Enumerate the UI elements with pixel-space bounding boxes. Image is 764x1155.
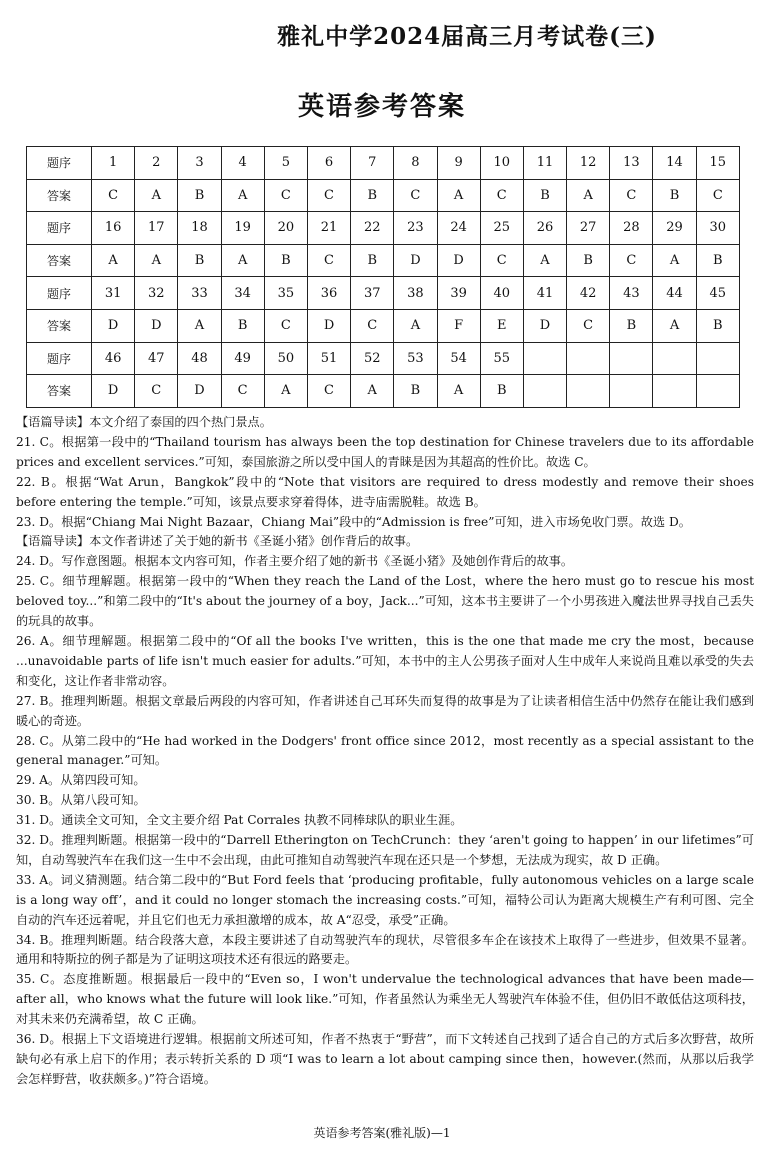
question-number-cell: 41	[523, 277, 566, 310]
question-number-cell: 9	[437, 147, 480, 180]
answer-cell: B	[696, 244, 739, 277]
answer-explanation: 31. D。通读全文可知，全文主要介绍 Pat Corrales 执教不同棒球队的职业生涯。	[16, 813, 463, 828]
answer-cell: C	[92, 179, 135, 212]
question-number-cell: 17	[135, 212, 178, 245]
answer-cell: A	[221, 179, 264, 212]
answer-cell: A	[437, 375, 480, 408]
answer-explanation: 36. D。根据上下文语境进行逻辑。根据前文所述可知，作者不热衷于“野营”，而下文转述自己找到了适合自己的方式后多次野营，故所缺句必有承上启下的作用；表示转折关系的 D 项“I was to learn a lot about camping since then，however.(然而，从那以后我学会怎样野营，收获颇多。)”符合语境。	[16, 1032, 754, 1086]
answer-cell: B	[653, 179, 696, 212]
answer-cell	[653, 375, 696, 408]
answer-cell	[610, 375, 653, 408]
answer-cell: B	[351, 244, 394, 277]
question-number-cell: 39	[437, 277, 480, 310]
question-number-cell: 13	[610, 147, 653, 180]
answer-cell: A	[221, 244, 264, 277]
answer-cell: D	[523, 309, 566, 342]
answer-explanation: 28. C。从第二段中的“He had worked in the Dodgers' front office since 2012，most recently as a special assistant to the general manager.”可知。	[16, 733, 754, 768]
question-number-cell: 7	[351, 147, 394, 180]
answer-cell	[696, 375, 739, 408]
question-number-cell: 10	[480, 147, 523, 180]
question-number-cell: 3	[178, 147, 221, 180]
question-number-cell: 18	[178, 212, 221, 245]
question-number-cell: 55	[480, 342, 523, 375]
answer-explanation: 23. D。根据“Chiang Mai Night Bazaar，Chiang Mai”段中的“Admission is free”可知，进入市场免收门票。故选 D。	[16, 514, 691, 529]
question-number-cell: 16	[92, 212, 135, 245]
question-number-cell: 33	[178, 277, 221, 310]
question-number-cell	[653, 342, 696, 375]
question-number-cell: 44	[653, 277, 696, 310]
row-label: 答案	[27, 244, 92, 277]
answer-row	[27, 375, 740, 408]
answer-cell: A	[351, 375, 394, 408]
question-number-cell: 45	[696, 277, 739, 310]
answer-cell	[567, 375, 610, 408]
question-number-cell: 53	[394, 342, 437, 375]
answer-cell: C	[307, 179, 350, 212]
answer-cell: D	[135, 309, 178, 342]
question-number-cell: 35	[264, 277, 307, 310]
question-number-cell: 20	[264, 212, 307, 245]
answer-explanation: 29. A。从第四段可知。	[16, 773, 146, 788]
answer-explanation: 24. D。写作意图题。根据本文内容可知，作者主要介绍了她的新书《圣诞小猪》及她创作背后的故事。	[16, 554, 574, 569]
answer-cell: C	[610, 244, 653, 277]
question-number-cell	[523, 342, 566, 375]
answer-cell: C	[135, 375, 178, 408]
question-number-cell: 29	[653, 212, 696, 245]
answer-cell: B	[351, 179, 394, 212]
row-label: 题序	[27, 342, 92, 375]
explanations	[16, 413, 754, 1090]
question-number-cell: 50	[264, 342, 307, 375]
question-number-cell: 4	[221, 147, 264, 180]
question-number-cell: 52	[351, 342, 394, 375]
question-number-cell: 37	[351, 277, 394, 310]
question-number-cell: 42	[567, 277, 610, 310]
question-number-cell: 19	[221, 212, 264, 245]
question-number-cell: 15	[696, 147, 739, 180]
question-number-cell: 38	[394, 277, 437, 310]
answer-cell: C	[610, 179, 653, 212]
school-title: 雅礼中学2024届高三月考试卷(三)	[277, 23, 657, 50]
row-label: 答案	[27, 309, 92, 342]
answer-cell: F	[437, 309, 480, 342]
answer-cell: A	[264, 375, 307, 408]
question-number-cell: 48	[178, 342, 221, 375]
question-number-cell: 1	[92, 147, 135, 180]
answer-cell: A	[653, 309, 696, 342]
answer-cell: C	[264, 179, 307, 212]
answer-explanation: 35. C。态度推断题。根据最后一段中的“Even so，I won't undervalue the technological advances that have been made—after all，who knows what the future will look like.”可知，作者虽然认为乘坐无人驾驶汽车体验不佳，但仍旧不敢低估这项科技，对其未来仍充满希望，故 C 正确。	[16, 972, 754, 1027]
answer-cell: A	[178, 309, 221, 342]
answer-explanation: 22. B。根据“Wat Arun，Bangkok”段中的“Note that visitors are required to dress modestly and remove their shoes before entering the temple.”可知，该景点要求穿着得体，进寺庙需脱鞋。故选 B。	[16, 474, 754, 509]
answer-explanation: 33. A。词义猜测题。结合第二段中的“But Ford feels that ‘producing profitable，fully autonomous vehicles on a large scale is a long way off’，and it could no longer stomach the increasing costs.”可知，福特公司认为距离大规模生产有利可图、完全自动的汽车还远着呢，并且它们也无力承担激增的成本，故 A“忍受，承受”正确。	[16, 872, 754, 927]
question-number-cell: 25	[480, 212, 523, 245]
answer-cell: D	[437, 244, 480, 277]
question-number-cell: 32	[135, 277, 178, 310]
question-number-cell: 11	[523, 147, 566, 180]
question-number-cell: 2	[135, 147, 178, 180]
answer-cell: C	[480, 179, 523, 212]
question-number-cell: 34	[221, 277, 264, 310]
answer-explanation: 30. B。从第八段可知。	[16, 793, 146, 808]
answer-cell: C	[567, 309, 610, 342]
answer-explanation: 25. C。细节理解题。根据第一段中的“When they reach the Land of the Lost，where the hero must go to rescue his most beloved toy...”和第二段中的“It's about the journey of a boy，Jack...”可知，这本书主要讲了一个小男孩进入魔法世界寻找自己丢失的玩具的故事。	[16, 574, 754, 629]
question-number-cell	[610, 342, 653, 375]
question-number-cell: 49	[221, 342, 264, 375]
answer-cell: A	[567, 179, 610, 212]
answer-table	[26, 146, 740, 408]
question-number-cell: 6	[307, 147, 350, 180]
answer-row	[27, 179, 740, 212]
answer-cell: B	[696, 309, 739, 342]
answer-cell: A	[523, 244, 566, 277]
question-number-cell: 27	[567, 212, 610, 245]
answer-cell: B	[264, 244, 307, 277]
question-number-cell: 26	[523, 212, 566, 245]
answer-cell: C	[394, 179, 437, 212]
answer-explanation: 26. A。细节理解题。根据第二段中的“Of all the books I've written，this is the one that made me cry the most，because ...unavoidable parts of life isn't much easier for adults.”可知，本书中的主人公男孩子面对人生中成年人来说尚且难以承受的失去和变化，这让作者非常动容。	[16, 633, 754, 688]
answer-row	[27, 244, 740, 277]
question-number-cell: 43	[610, 277, 653, 310]
question-number-row	[27, 342, 740, 375]
question-number-cell: 8	[394, 147, 437, 180]
question-number-cell: 40	[480, 277, 523, 310]
page-footer: 英语参考答案(雅礼版)—1	[313, 1126, 451, 1140]
row-label: 题序	[27, 277, 92, 310]
question-number-cell: 24	[437, 212, 480, 245]
answer-cell: B	[610, 309, 653, 342]
answer-cell	[523, 375, 566, 408]
answer-cell: D	[307, 309, 350, 342]
answer-explanation: 27. B。推理判断题。根据文章最后两段的内容可知，作者讲述自己耳环失而复得的故事是为了让读者相信生活中仍然存在能让我们感到暖心的奇迹。	[16, 693, 754, 728]
answer-cell: D	[92, 309, 135, 342]
section-intro: 【语篇导读】本文作者讲述了关于她的新书《圣诞小猪》创作背后的故事。	[16, 534, 419, 549]
question-number-cell	[696, 342, 739, 375]
answer-cell: D	[92, 375, 135, 408]
doc-title: 英语参考答案	[297, 92, 466, 122]
answer-explanation: 32. D。推理判断题。根据第一段中的“Darrell Etherington on TechCrunch：they ‘aren't going to happen’ in our lifetimes”可知，自动驾驶汽车在我们这一生中不会出现，由此可推知自动驾驶汽车现在还只是一个梦想，无法成为现实，故 D 正确。	[16, 833, 754, 867]
answer-cell: B	[523, 179, 566, 212]
answer-cell: E	[480, 309, 523, 342]
answer-explanation: 34. B。推理判断题。结合段落大意，本段主要讲述了自动驾驶汽车的现状，尽管很多车企在该技术上取得了一些进步，但效果不显著。通用和特斯拉的例子都是为了证明这项技术还有很远的路要走。	[16, 932, 754, 967]
answer-cell: A	[394, 309, 437, 342]
question-number-cell: 5	[264, 147, 307, 180]
question-number-cell: 23	[394, 212, 437, 245]
answer-cell: B	[178, 179, 221, 212]
answer-cell: C	[221, 375, 264, 408]
answer-cell: C	[307, 375, 350, 408]
answer-cell: A	[135, 179, 178, 212]
answer-cell: C	[351, 309, 394, 342]
question-number-cell	[567, 342, 610, 375]
answer-cell: C	[307, 244, 350, 277]
question-number-cell: 54	[437, 342, 480, 375]
answer-cell: A	[135, 244, 178, 277]
question-number-row	[27, 147, 740, 180]
answer-cell: B	[567, 244, 610, 277]
answer-cell: A	[437, 179, 480, 212]
answer-cell: A	[92, 244, 135, 277]
answer-cell: D	[178, 375, 221, 408]
question-number-cell: 28	[610, 212, 653, 245]
answer-cell: C	[264, 309, 307, 342]
question-number-cell: 14	[653, 147, 696, 180]
row-label: 答案	[27, 375, 92, 408]
question-number-row	[27, 277, 740, 310]
answer-cell: B	[178, 244, 221, 277]
answer-cell: B	[480, 375, 523, 408]
question-number-cell: 31	[92, 277, 135, 310]
row-label: 答案	[27, 179, 92, 212]
section-intro: 【语篇导读】本文介绍了泰国的四个热门景点。	[16, 415, 272, 429]
answer-cell: A	[653, 244, 696, 277]
question-number-cell: 22	[351, 212, 394, 245]
answer-cell: C	[480, 244, 523, 277]
answer-cell: D	[394, 244, 437, 277]
row-label: 题序	[27, 147, 92, 180]
answer-explanation: 21. C。根据第一段中的“Thailand tourism has always been the top destination for Chinese travelers due to its affordable prices and excellent services.”可知，泰国旅游之所以受中国人的青睐是因为其超高的性价比。故选 C。	[16, 434, 754, 469]
answer-cell: C	[696, 179, 739, 212]
question-number-cell: 51	[307, 342, 350, 375]
question-number-cell: 46	[92, 342, 135, 375]
question-number-row	[27, 212, 740, 245]
question-number-cell: 12	[567, 147, 610, 180]
question-number-cell: 47	[135, 342, 178, 375]
answer-row	[27, 309, 740, 342]
question-number-cell: 21	[307, 212, 350, 245]
question-number-cell: 30	[696, 212, 739, 245]
question-number-cell: 36	[307, 277, 350, 310]
answer-cell: B	[394, 375, 437, 408]
row-label: 题序	[27, 212, 92, 245]
answer-cell: B	[221, 309, 264, 342]
